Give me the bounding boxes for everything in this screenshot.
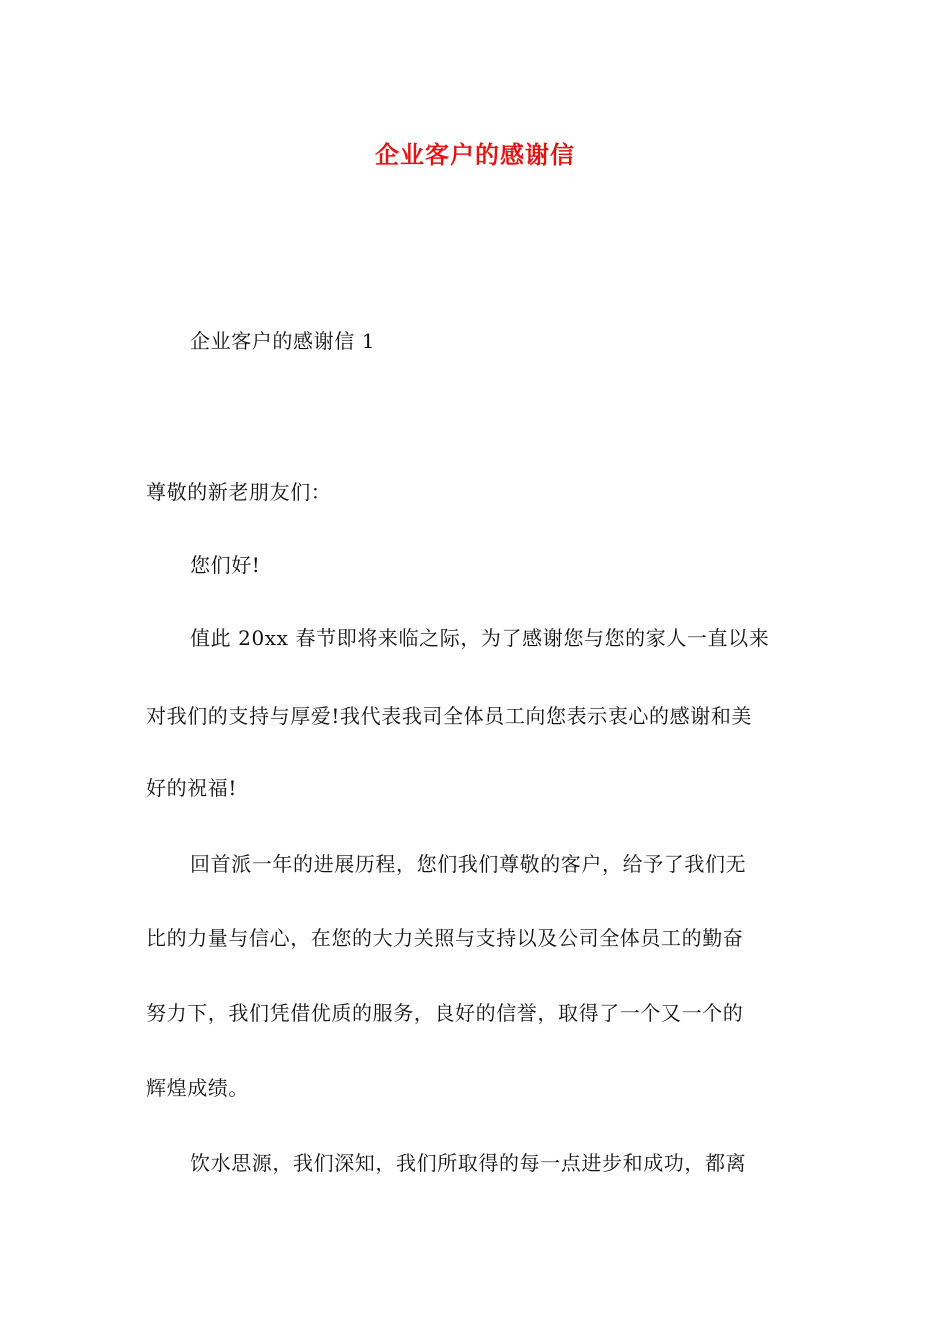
body-line-2: 对我们的支持与厚爱!我代表我司全体员工向您表示衷心的感谢和美: [146, 704, 753, 728]
body-line-7: 辉煌成绩。: [146, 1076, 249, 1100]
body-line-1: 值此 20xx 春节即将来临之际，为了感谢您与您的家人一直以来: [190, 626, 770, 650]
body-line-6: 努力下，我们凭借优质的服务，良好的信誉，取得了一个又一个的: [146, 1001, 744, 1025]
body-line-3: 好的祝福!: [146, 776, 238, 800]
greeting: 您们好!: [190, 553, 261, 577]
body-line-4: 回首派一年的进展历程，您们我们尊敬的客户，给予了我们无: [190, 852, 747, 876]
document-title: 企业客户的感谢信: [375, 140, 575, 169]
section-subtitle: 企业客户的感谢信 1: [190, 329, 376, 353]
body-line-8: 饮水思源，我们深知，我们所取得的每一点进步和成功，都离: [190, 1151, 747, 1175]
salutation: 尊敬的新老朋友们：: [146, 480, 332, 504]
body-line-5: 比的力量与信心，在您的大力关照与支持以及公司全体员工的勤奋: [146, 926, 744, 950]
